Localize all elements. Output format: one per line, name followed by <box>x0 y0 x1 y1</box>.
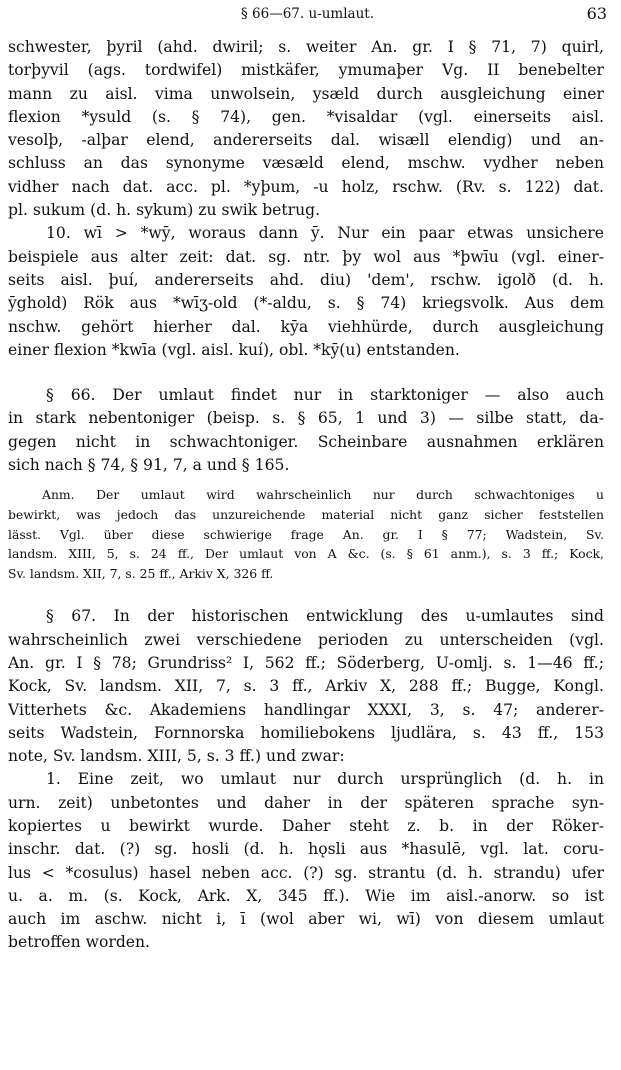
text-line: nschw. gehört hierher dal. kȳa viehhürde, durch ausgleichung <box>8 317 604 336</box>
text-line: betroffen worden. <box>8 933 151 952</box>
note-line: Anm. Der umlaut wird wahrscheinlich nur durch schwachtoniges u <box>42 487 604 503</box>
text-line: schluss an das synonyme væsæld elend, mschw. vydher neben <box>8 154 604 173</box>
text-line: pl. sukum (d. h. sykum) zu swik betrug. <box>8 201 321 220</box>
text-paragraph <box>8 768 604 954</box>
text-paragraph <box>8 605 604 768</box>
footnote-paragraph <box>8 485 604 583</box>
page-number: 63 <box>586 4 607 23</box>
text-line: sich nach § 74, § 91, 7, a und § 165. <box>8 456 290 475</box>
text-paragraph <box>8 36 604 222</box>
text-line: torþyvil (ags. tordwifel) mistkäfer, ymumaþer Vg. II benebelter <box>8 61 604 80</box>
text-line: ȳghold) Rök aus *wīʒ-old (*-aldu, s. § 74) kriegsvolk. Aus dem <box>8 294 604 313</box>
text-line: auch im aschw. nicht i, ī (wol aber wi, wī) von diesem umlaut <box>8 910 604 929</box>
text-line: vesolþ, -alþar elend, andererseits dal. wisæll elendig) und an- <box>8 131 604 150</box>
text-line: § 67. In der historischen entwicklung des u-umlautes sind <box>46 607 604 626</box>
text-line: in stark nebentoniger (beisp. s. § 65, 1 und 3) — silbe statt, da- <box>8 409 604 428</box>
text-line: gegen nicht in schwachtoniger. Scheinbare ausnahmen erklären <box>8 432 604 451</box>
page-body <box>8 36 604 955</box>
section-gap <box>8 583 604 605</box>
text-paragraph <box>8 384 604 477</box>
text-line: einer flexion *kwīa (vgl. aisl. kuí), obl. *kȳ(u) entstanden. <box>8 340 460 359</box>
text-line: 1. Eine zeit, wo umlaut nur durch ursprünglich (d. h. in <box>46 770 604 789</box>
text-line: inschr. dat. (?) sg. hosli (d. h. hǫsli aus *hasulē, vgl. lat. coru- <box>8 840 604 859</box>
text-line: § 66. Der umlaut findet nur in starktoniger — also auch <box>46 386 604 405</box>
note-line: landsm. XIII, 5, s. 24 ff., Der umlaut von A &c. (s. § 61 anm.), s. 3 ff.; Kock, <box>8 546 604 562</box>
text-paragraph <box>8 222 604 362</box>
text-line: mann zu aisl. vima unwolsein, ysæld durch ausgleichung einer <box>8 84 604 103</box>
text-line: An. gr. I § 78; Grundriss² I, 562 ff.; Söderberg, U-omlj. s. 1—46 ff.; <box>8 653 604 672</box>
note-line: Sv. landsm. XII, 7, s. 25 ff., Arkiv X, 326 ff. <box>8 565 274 581</box>
text-line: flexion *ysuld (s. § 74), gen. *visaldar (vgl. einerseits aisl. <box>8 107 604 126</box>
running-title: § 66—67. u-umlaut. <box>240 6 374 22</box>
text-line: u. a. m. (s. Kock, Ark. X, 345 ff.). Wie im aisl.-anorw. so ist <box>8 886 604 905</box>
text-line: lus < *cosulus) hasel neben acc. (?) sg. strantu (d. h. strandu) ufer <box>8 863 604 882</box>
text-line: Vitterhets &c. Akademiens handlingar XXXI, 3, s. 47; anderer- <box>8 700 604 719</box>
text-line: note, Sv. landsm. XIII, 5, s. 3 ff.) und zwar: <box>8 747 345 766</box>
text-line: vidher nach dat. acc. pl. *yþum, -u holz, rschw. (Rv. s. 122) dat. <box>8 177 604 196</box>
note-line: bewirkt, was jedoch das unzureichende material nicht ganz sicher feststellen <box>8 506 604 522</box>
text-line: beispiele aus alter zeit: dat. sg. ntr. þy wol aus *þwīu (vgl. einer- <box>8 247 604 266</box>
section-gap <box>8 362 604 384</box>
note-gap <box>8 477 604 485</box>
note-line: lässt. Vgl. über diese schwierige frage An. gr. I § 77; Wadstein, Sv. <box>8 526 604 542</box>
text-line: urn. zeit) unbetontes und daher in der späteren sprache syn- <box>8 793 604 812</box>
text-line: kopiertes u bewirkt wurde. Daher steht z. b. in der Röker- <box>8 816 604 835</box>
text-line: Kock, Sv. landsm. XII, 7, s. 3 ff., Arkiv X, 288 ff.; Bugge, Kongl. <box>8 677 604 696</box>
text-line: 10. wī > *wȳ, woraus dann ȳ. Nur ein paar etwas unsichere <box>46 224 604 243</box>
text-line: wahrscheinlich zwei verschiedene perioden zu unterscheiden (vgl. <box>8 630 604 649</box>
text-line: seits Wadstein, Fornnorska homiliebokens ljudlära, s. 43 ff., 153 <box>8 723 604 742</box>
text-line: schwester, þyril (ahd. dwiril; s. weiter An. gr. I § 71, 7) quirl, <box>8 38 604 56</box>
text-line: seits aisl. þuí, andererseits ahd. diu) 'dem', rschw. igolð (d. h. <box>8 270 604 289</box>
page-header <box>8 4 607 28</box>
